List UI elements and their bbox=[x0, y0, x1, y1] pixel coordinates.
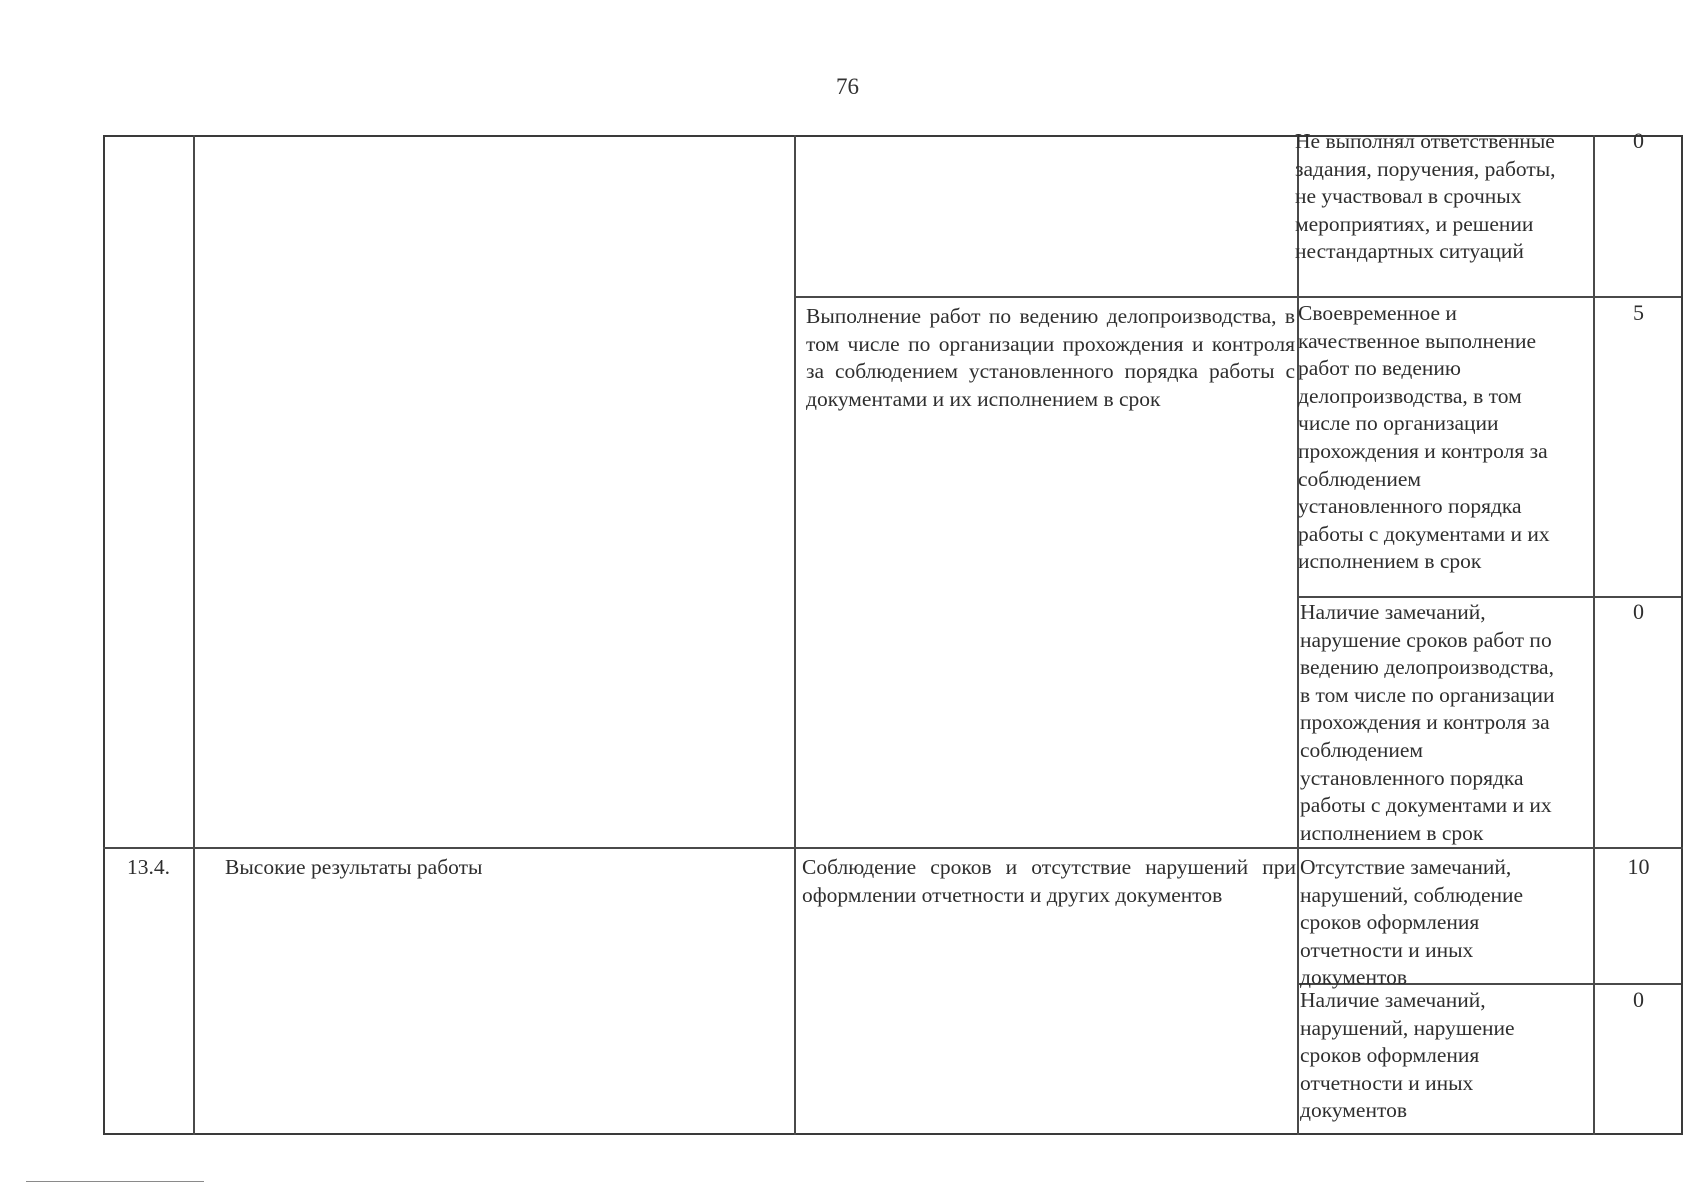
table-cell-indicator bbox=[798, 303, 1295, 413]
table-column-divider-2 bbox=[794, 135, 796, 1135]
footer-rule bbox=[26, 1181, 204, 1182]
criteria-text: Наличие замечаний, нарушение сроков работ по ведению делопроизводства, в том числе по организации прохождения и контроля за соблюдением установленного порядка работы с документами и их исполнением в срок bbox=[1300, 600, 1555, 845]
table-column-divider-3 bbox=[1297, 135, 1299, 1135]
table-cell-score: 0 bbox=[1633, 128, 1644, 153]
criteria-text: Наличие замечаний, нарушений, нарушение сроков оформления отчетности и иных документов bbox=[1300, 988, 1515, 1123]
row-title: Высокие результаты работы bbox=[225, 855, 483, 879]
table-cell-indicator bbox=[802, 854, 1296, 909]
table-cell-criteria bbox=[1298, 300, 1593, 576]
criteria-text: Не выполнял ответственные задания, поручения, работы, не участвовал в срочных мероприятиях, и решении нестандартных ситуаций bbox=[1295, 129, 1556, 264]
indicator-text: Выполнение работ по ведению делопроизводства, в том числе по организации прохождения и контроля за соблюдением установленного порядка работы с документами и их исполнением в срок bbox=[806, 304, 1295, 411]
table-cell-score: 10 bbox=[1627, 854, 1650, 879]
table-cell-score: 5 bbox=[1633, 300, 1644, 325]
table-cell-score: 0 bbox=[1633, 987, 1644, 1012]
table-cell-criteria bbox=[1300, 599, 1593, 847]
table-cell-criteria bbox=[1300, 854, 1593, 992]
page-number: 76 bbox=[836, 74, 859, 99]
criteria-text: Отсутствие замечаний, нарушений, соблюдение сроков оформления отчетности и иных документов bbox=[1300, 855, 1524, 990]
table-column-divider-1 bbox=[193, 135, 195, 1135]
table-row-divider-2 bbox=[1297, 596, 1681, 598]
table-row-divider-1 bbox=[794, 296, 1681, 298]
table-cell-criteria bbox=[1300, 987, 1593, 1125]
row-number: 13.4. bbox=[127, 855, 170, 879]
table-cell-score: 0 bbox=[1633, 599, 1644, 624]
table-cell-criteria bbox=[1295, 128, 1590, 266]
indicator-text: Соблюдение сроков и отсутствие нарушений при оформлении отчетности и других документов bbox=[802, 855, 1296, 907]
criteria-text: Своевременное и качественное выполнение работ по ведению делопроизводства, в том числе по организации прохождения и контроля за соблюдением установленного порядка работы с документами и их исполнением в срок bbox=[1298, 301, 1550, 574]
table-column-divider-4 bbox=[1593, 135, 1595, 1135]
